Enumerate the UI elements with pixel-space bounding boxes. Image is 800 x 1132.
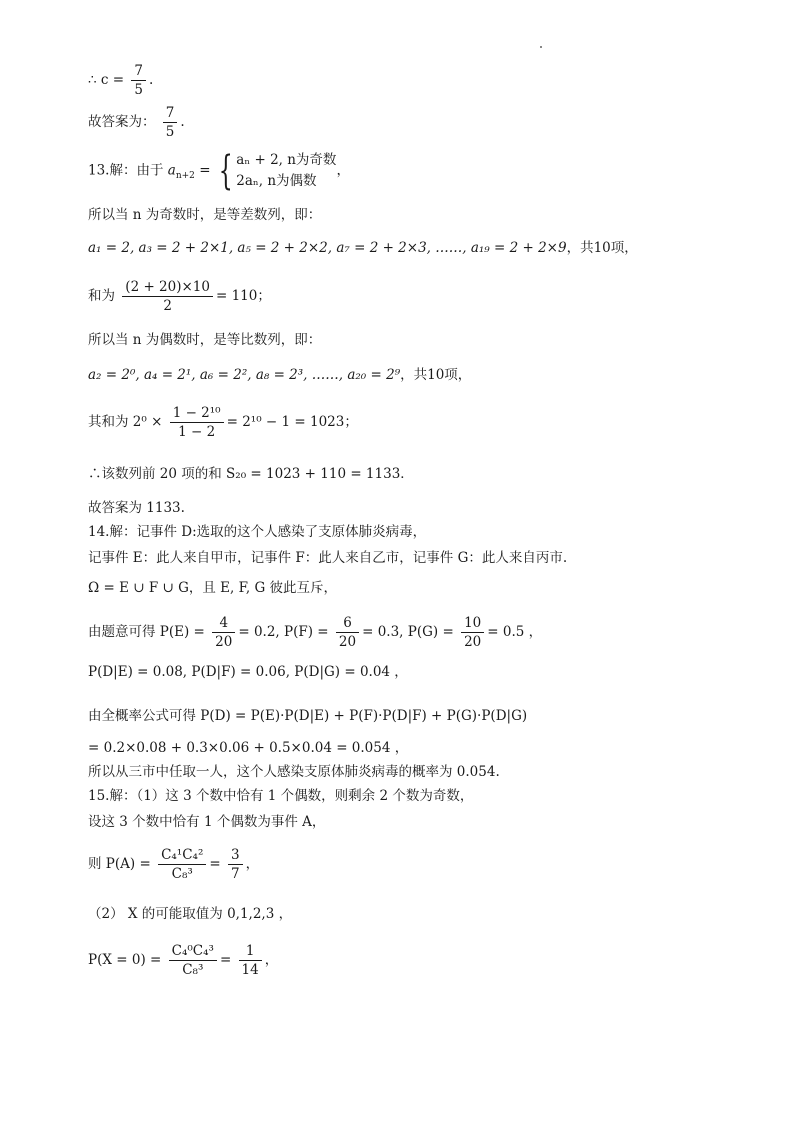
problem-14-total-prob: 由全概率公式可得 P(D) = P(E)·P(D|E) + P(F)·P(D|F) + P(G)·P(D|G) <box>88 708 528 724</box>
text: = <box>219 952 232 968</box>
numerator: 4 <box>212 614 235 633</box>
problem-13-geo-sum <box>88 404 358 441</box>
text: . <box>180 114 185 130</box>
case-odd: aₙ + 2, n为奇数 <box>236 152 337 168</box>
text: 13.解：由于 <box>88 162 164 179</box>
numerator: 3 <box>228 846 243 865</box>
scan-speck <box>540 46 542 48</box>
problem-13-even-intro: 所以当 n 为偶数时，是等比数列，即： <box>88 332 322 348</box>
text: = <box>209 856 221 872</box>
text: P(X = 0) = <box>88 952 162 968</box>
denominator: 20 <box>215 634 233 650</box>
even-sequence: a₂ = 2⁰, a₄ = 2¹, a₆ = 2², a₈ = 2³, ……, a₂₀ = 2⁹ <box>88 367 401 383</box>
text: 故答案为： <box>88 114 156 130</box>
problem-14-priors <box>88 614 542 651</box>
denominator: 20 <box>338 634 357 650</box>
problem-13-total: ∴该数列前 20 项的和 S₂₀ = 1023 + 110 = 1133． <box>88 466 414 482</box>
problem-13-odd-sequence <box>88 238 638 258</box>
numerator: 10 <box>461 614 484 633</box>
fraction <box>170 404 224 441</box>
denominator: 2 <box>163 298 172 314</box>
fraction <box>163 104 178 141</box>
fraction <box>131 62 146 99</box>
numerator: 7 <box>163 104 178 123</box>
odd-sequence: a₁ = 2, a₃ = 2 + 2×1, a₅ = 2 + 2×2, a₇ = 2 + 2×3, ……, a₁₉ = 2 + 2×9 <box>88 240 567 256</box>
denominator: 7 <box>230 866 240 882</box>
denominator: 14 <box>241 962 259 978</box>
text: = 0.2, P(F) = <box>238 624 329 640</box>
case-even: 2aₙ, n为偶数 <box>236 173 317 189</box>
text: 由题意可得 P(E) = <box>88 624 205 640</box>
denominator: 5 <box>165 124 175 140</box>
text: ， <box>245 856 260 872</box>
problem-15-event-a: 设这 3 个数中恰有 1 个偶数为事件 A， <box>88 814 326 830</box>
problem-13-arith-sum <box>88 278 271 315</box>
piecewise-cases <box>236 150 336 192</box>
denominator: C₈³ <box>171 866 193 882</box>
fraction <box>169 942 217 979</box>
numerator: 6 <box>336 614 359 633</box>
problem-14-conclusion: 所以从三市中任取一人，这个人感染支原体肺炎病毒的概率为 0.054. <box>88 764 500 780</box>
fraction <box>228 846 243 883</box>
text: ， <box>264 952 279 968</box>
problem-14-event-d: 14.解：记事件 D:选取的这个人感染了支原体肺炎病毒， <box>88 524 427 540</box>
problem-14-events-efg: 记事件 E：此人来自甲市，记事件 F：此人来自乙市，记事件 G：此人来自丙市. <box>88 550 568 566</box>
subscript: n+2 <box>175 171 195 182</box>
line-answer-c <box>88 104 185 141</box>
text: ∴ c = <box>88 72 125 88</box>
numerator: 7 <box>131 62 146 81</box>
numerator: C₄¹C₄² <box>158 846 206 865</box>
numerator: 1 <box>239 942 262 961</box>
fraction <box>336 614 359 651</box>
text: = 0.5 ， <box>487 624 543 640</box>
problem-13-recurrence <box>88 150 350 192</box>
fraction <box>122 278 213 315</box>
fraction <box>239 942 262 979</box>
problem-14-conditionals: P(D|E) = 0.08, P(D|F) = 0.06, P(D|G) = 0.04 ， <box>88 664 408 680</box>
text: = 2¹⁰ − 1 = 1023； <box>226 414 358 430</box>
problem-14-partition: Ω = E ∪ F ∪ G，且 E, F, G 彼此互斥， <box>88 580 338 596</box>
text: . <box>148 72 154 88</box>
denominator: C₈³ <box>182 962 204 978</box>
problem-14-calc: = 0.2×0.08 + 0.3×0.06 + 0.5×0.04 = 0.054 ， <box>88 740 409 756</box>
denominator: 1 − 2 <box>178 424 216 440</box>
text: ， <box>336 162 350 179</box>
problem-15-part1: 15.解：（1）这 3 个数中恰有 1 个偶数，则剩余 2 个数为奇数， <box>88 788 474 804</box>
fraction <box>212 614 235 651</box>
fraction <box>461 614 484 651</box>
denominator: 5 <box>134 82 143 98</box>
fraction <box>158 846 206 883</box>
text: = <box>194 162 215 179</box>
numerator: (2 + 20)×10 <box>122 278 213 297</box>
text: = 110； <box>215 288 271 304</box>
line-c-value <box>88 62 153 99</box>
problem-13-odd-intro: 所以当 n 为奇数时，是等差数列，即： <box>88 207 322 223</box>
text: ，共10项， <box>400 367 472 383</box>
sequence-symbol: a <box>167 162 176 179</box>
denominator: 20 <box>464 634 482 650</box>
text: ，共10项， <box>566 240 638 256</box>
text: 其和为 2⁰ × <box>88 414 163 430</box>
numerator: C₄⁰C₄³ <box>169 942 217 961</box>
text: = 0.3, P(G) = <box>362 624 454 640</box>
problem-13-answer: 故答案为 1133. <box>88 500 185 516</box>
problem-13-even-sequence <box>88 365 471 385</box>
text: 则 P(A) = <box>88 856 151 872</box>
problem-15-px0 <box>88 942 278 979</box>
problem-15-pa <box>88 846 259 883</box>
left-brace-icon: { <box>218 148 233 194</box>
text: 和为 <box>88 288 115 304</box>
numerator: 1 − 2¹⁰ <box>170 404 224 423</box>
problem-15-part2: （2） X 的可能取值为 0,1,2,3 ， <box>88 906 293 922</box>
